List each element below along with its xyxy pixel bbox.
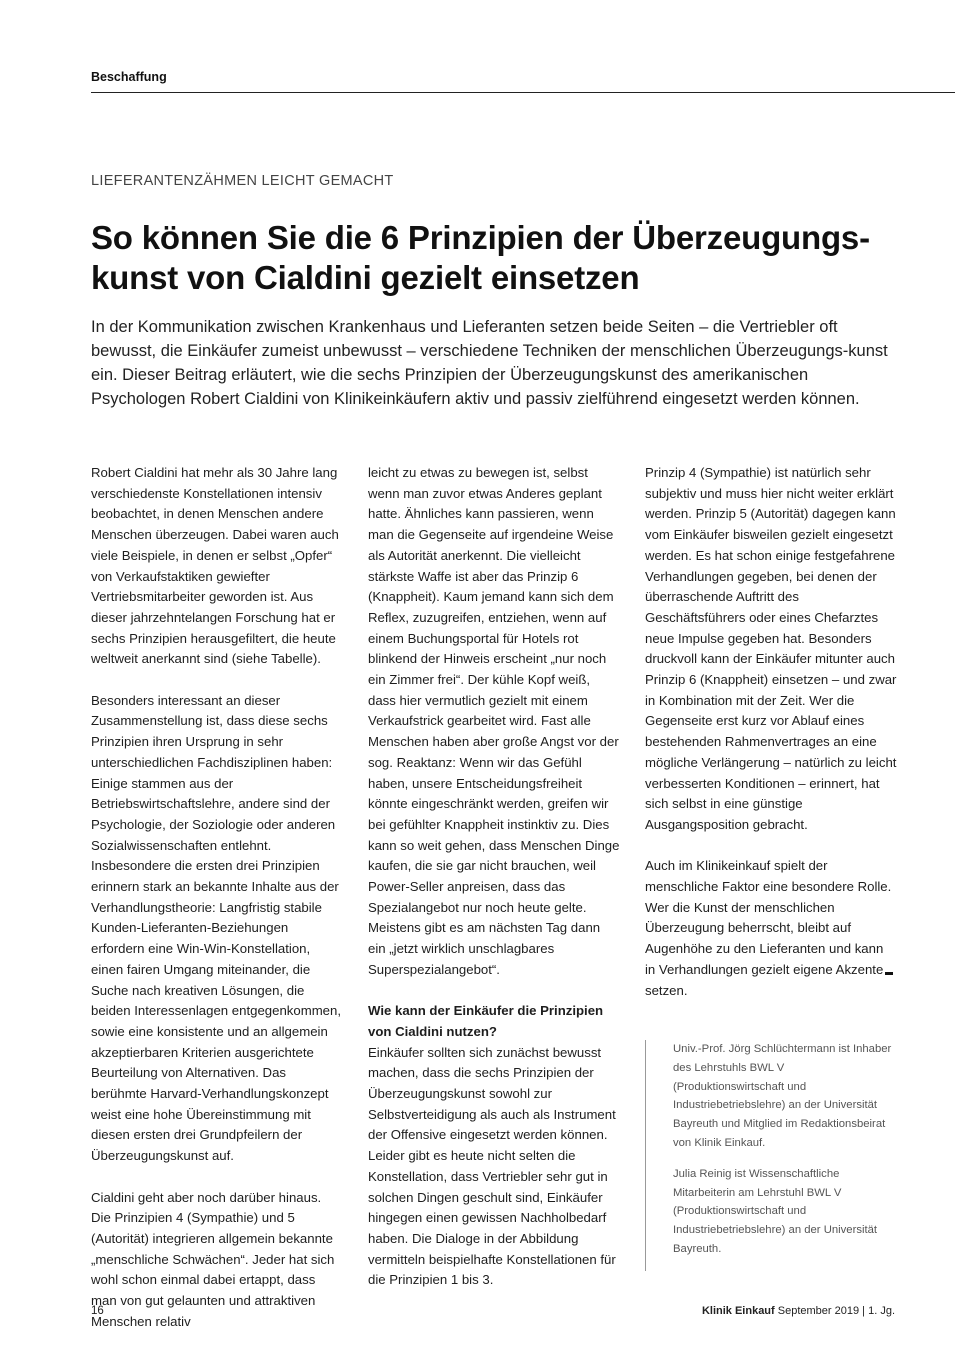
journal-name: Klinik Einkauf: [701, 1305, 775, 1317]
author-info-box: [645, 1040, 898, 1271]
footer-separator: |: [862, 1305, 866, 1317]
body-column-1: [91, 463, 343, 1353]
header-rule: [91, 92, 955, 93]
body-column-2: [368, 463, 620, 1312]
page-number: 16: [91, 1305, 104, 1317]
paragraph: leicht zu etwas zu bewegen ist, selbst wenn man zuvor etwas Anderes geplant hatte. Ähnliches kann passieren, wenn man die Gegenseite auf irgendeine Weise als Autorität anerkennt. Die vielleicht stärkste Waffe ist aber das Prinzip 6 (Knappheit). Kaum jemand kann sich dem Reflex, zuzugreifen, entziehen, wenn auf einem Buchungsportal für Hotels rot blinkend der Hinweis erscheint „nur noch ein Zimmer frei“. Der kühle Kopf weiß, dass hier vermutlich gezielt mit einem Verkaufstrick gearbeitet wird. Fast alle Menschen haben aber große Angst vor der sog. Reaktanz: Wenn wir das Gefühl haben, unsere Entscheidungsfreiheit könnte eingeschränkt werden, greifen wir bei gefühlter Knappheit instinktiv zu. Dies kann so weit gehen, dass Menschen Dinge kaufen, die sie gar nicht brauchen, weil Power-Seller anpreisen, dass das Spezialangebot nur noch heute gelte. Meistens gibt es am nächsten Tag dann ein „jetzt wirklich unschlagbares Superspezialangebot“.: [368, 465, 620, 977]
issue-date: September 2019: [777, 1305, 860, 1317]
paragraph: Robert Cialdini hat mehr als 30 Jahre lang verschiedenste Konstellationen intensiv beobachtet, in denen Menschen andere Menschen überzeugen. Dabei waren auch viele Beispiele, in denen er selbst „Opfer“ von Verkaufstaktiken gewiefter Vertriebsmitarbeiter geworden ist. Aus dieser jahrzehntelangen Forschung hat er sechs Prinzipien herausgefiltert, die heute weltweit anerkannt sind (siehe Tabelle).: [91, 465, 339, 667]
paragraph: Auch im Klinikeinkauf spielt der menschliche Faktor eine besondere Rolle. Wer die Kunst der menschlichen Überzeugung beherrscht, bleibt auf Augenhöhe zu den Lieferanten und kann in Verhandlungen gezielt eigene Akzente setzen.: [645, 858, 892, 998]
body-column-3: [645, 463, 897, 1022]
article-title: So können Sie die 6 Prinzipien der Überzeugungs-kunst von Cialdini gezielt einsetzen: [91, 219, 870, 296]
paragraph: Prinzip 4 (Sympathie) ist natürlich sehr subjektiv und muss hier nicht weiter erklärt werden. Prinzip 5 (Autorität) dagegen kann vom Einkäufer bisweilen gezielt eingesetzt werden. Es hat schon einige festgefahrene Verhandlungen gegeben, bei denen der überraschende Auftritt des Geschäftsführers oder eines Chefarztes neue Impulse gegeben hat. Besonders druckvoll kann der Einkäufer mitunter auch Prinzip 6 (Knappheit) einsetzen – und zwar in Kombination mit der Zeit. Wer die Gegenseite erst kurz vor Ablauf eines bestehenden Rahmenvertrages an eine mögliche Verlängerung – natürlich zu leicht verbesserten Konditionen – erinnert, hat sich selbst in eine günstige Ausgangsposition gebracht.: [645, 465, 897, 832]
article-kicker: LIEFERANTENZÄHMEN LEICHT GEMACHT: [91, 173, 394, 189]
author-bio: Julia Reinig ist Wissenschaftliche Mitarbeiterin am Lehrstuhl BWL V (Produktionswirtschaft und Industriebetriebslehre) an der Universität Bayreuth.: [673, 1167, 878, 1255]
article-end-mark: [885, 972, 893, 975]
section-label: Beschaffung: [91, 70, 167, 84]
subheading: Wie kann der Einkäufer die Prinzipien von Cialdini nutzen?: [368, 1003, 604, 1039]
footer-issue-info: [702, 1305, 895, 1317]
paragraph: Einkäufer sollten sich zunächst bewusst machen, dass die sechs Prinzipien der Überzeugungskunst sowohl zur Selbstverteidigung als auch als Instrument der Offensive eingesetzt werden können. Leider gibt es heute nicht selten die Konstellation, dass Vertriebler sehr gut in solchen Dingen geschult sind, Einkäufer hingegen einen gewissen Nachholbedarf haben. Die Dialoge in der Abbildung vermitteln beispielhafte Konstellationen für die Prinzipien 1 bis 3.: [368, 1044, 616, 1288]
author-bio: Univ.-Prof. Jörg Schlüchtermann ist Inhaber des Lehrstuhls BWL V (Produktionswirtschaft und Industriebetriebslehre) an der Universität Bayreuth und Mitglied im Redaktionsbeirat von Klinik Einkauf.: [673, 1043, 892, 1149]
volume: 1. Jg.: [868, 1305, 895, 1317]
paragraph: Besonders interessant an dieser Zusammenstellung ist, dass diese sechs Prinzipien ihren Ursprung in sehr unterschiedlichen Fachdisziplinen haben: Einige stammen aus der Betriebswirtschaftslehre, andere sind der Psychologie, der Soziologie oder anderen Sozialwissenschaften entlehnt. Insbesondere die ersten drei Prinzipien erinnern stark an bekannte Inhalte aus der Verhandlungstheorie: Langfristig stabile Kunden-Lieferanten-Beziehungen erfordern eine Win-Win-Konstellation, einen fairen Umgang miteinander, die Suche nach kreativen Lösungen, die beiden Interessenlagen entgegenkommen, sowie eine konsistente und an allgemein akzeptierbaren Kriterien ausgerichtete Beurteilung von Alternativen. Das berühmte Harvard-Verhandlungskonzept weist eine hohe Übereinstimmung mit diesen ersten drei Grundpfeilern der Überzeugungskunst auf.: [91, 692, 342, 1164]
article-lead: In der Kommunikation zwischen Krankenhaus und Lieferanten setzen beide Seiten – die Vertriebler oft bewusst, die Einkäufer zumeist unbewusst – verschiedene Techniken der menschlichen Überzeugungs-kunst ein. Dieser Beitrag erläutert, wie die sechs Prinzipien der Überzeugungskunst des amerikanischen Psychologen Robert Cialdini von Klinikeinkäufern aktiv und passiv zielführend eingesetzt werden können.: [91, 318, 888, 408]
paragraph: Cialdini geht aber noch darüber hinaus. Die Prinzipien 4 (Sympathie) und 5 (Autorität) integrieren allgemein bekannte „menschliche Schwächen“. Jeder hat sich wohl schon einmal dabei ertappt, dass man von gut gelaunten und attraktiven Menschen relativ: [91, 1189, 335, 1329]
